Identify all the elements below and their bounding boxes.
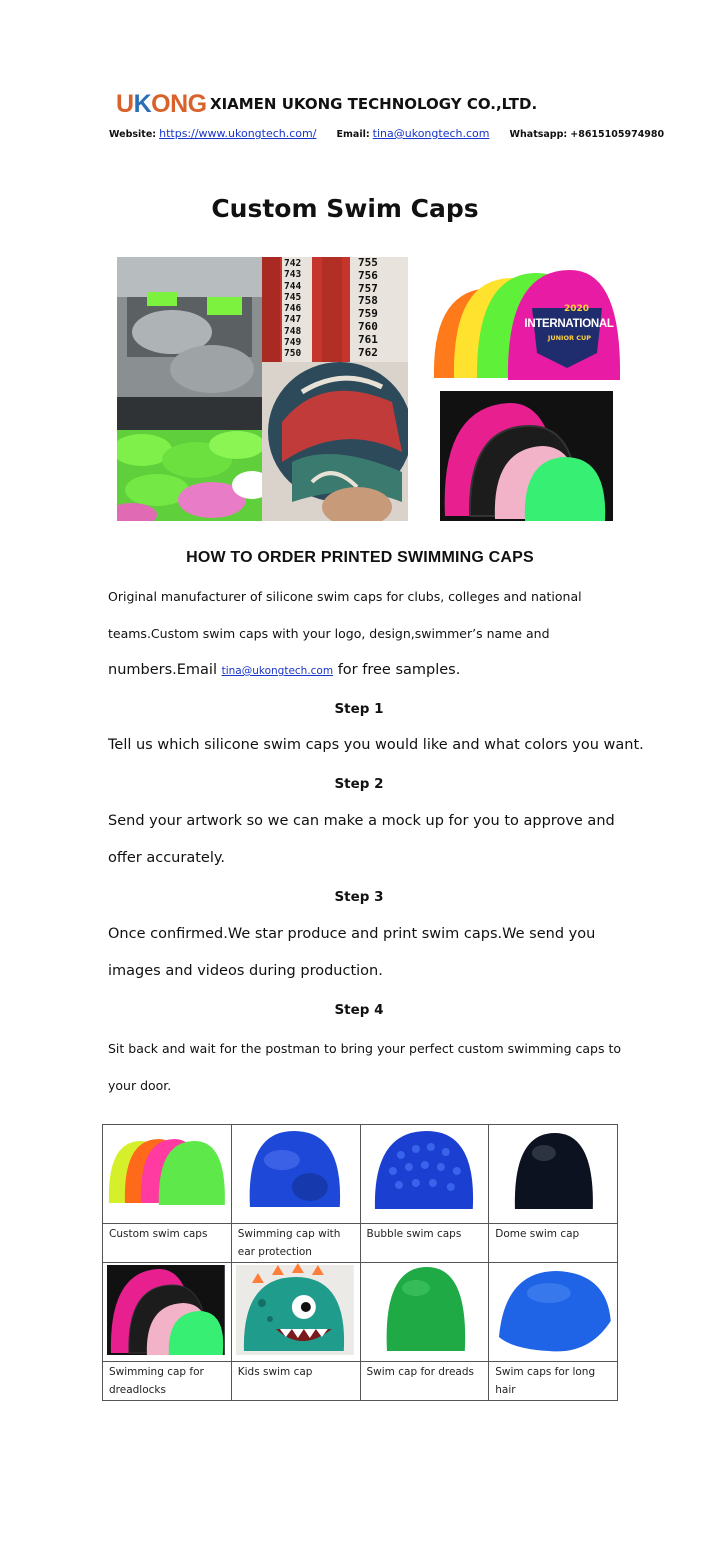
intro-line-2: teams.Custom swim caps with your logo, design,swimmer’s name and: [108, 626, 550, 641]
step-3-label: Step 3: [334, 889, 384, 905]
email-label: Email:: [336, 129, 370, 140]
intro-email-link[interactable]: tina@ukongtech.com: [221, 665, 334, 677]
step-4-text-1: Sit back and wait for the postman to bring your perfect custom swimming caps to: [108, 1041, 622, 1056]
product-image-custom: [103, 1125, 232, 1224]
dreadlock-caps-photo: [440, 391, 613, 521]
email-link[interactable]: tina@ukongtech.com: [372, 127, 490, 140]
product-name-dreadlocks: Swimming cap for dreadlocks: [103, 1362, 232, 1401]
product-image-kids: [231, 1263, 360, 1362]
number-column-right: 755 756 757 758 759 760 761 762: [358, 257, 378, 359]
table-row: [103, 1125, 618, 1224]
step-1-text: Tell us which silicone swim caps you would like and what colors you want.: [108, 737, 644, 753]
cap-print-main: INTERNATIONAL: [524, 318, 614, 330]
product-image-bubble: [360, 1125, 489, 1224]
step-1-label: Step 1: [334, 701, 384, 717]
how-to-order-heading: HOW TO ORDER PRINTED SWIMMING CAPS: [186, 549, 534, 566]
company-logo: UKONG: [116, 90, 207, 118]
green-caps-pile-photo: [117, 430, 262, 521]
product-name-bubble: Bubble swim caps: [360, 1224, 489, 1263]
product-image-dome: [489, 1125, 618, 1224]
step-4-label: Step 4: [334, 1002, 384, 1018]
website-link[interactable]: https://www.ukongtech.com/: [159, 127, 317, 140]
product-name-ear-protection: Swimming cap with ear protection: [231, 1224, 360, 1263]
product-name-kids: Kids swim cap: [231, 1362, 360, 1401]
step-3-text-1: Once confirmed.We star produce and print swim caps.We send you: [108, 926, 596, 942]
step-3-text-2: images and videos during production.: [108, 963, 383, 979]
products-table: [102, 1124, 618, 1401]
website-label: Website:: [109, 129, 157, 140]
custom-printed-caps-photo: [432, 268, 620, 380]
intro-line-3: numbers.Email tina@ukongtech.com for free samples.: [108, 662, 461, 678]
whatsapp-number: +8615105974980: [570, 129, 665, 140]
product-name-dome: Dome swim cap: [489, 1224, 618, 1263]
cap-print-year: 2020: [564, 304, 590, 314]
number-column-left: 742 743 744 745 746 747 748 749 750: [284, 258, 302, 360]
table-row: [103, 1362, 618, 1401]
printed-cap-head-photo: [262, 362, 408, 521]
table-row: [103, 1263, 618, 1362]
product-name-custom: Custom swim caps: [103, 1224, 232, 1263]
factory-machine-photo: [117, 257, 262, 430]
product-image-dreadlocks: [103, 1263, 232, 1362]
product-image-dreads: [360, 1263, 489, 1362]
product-name-long-hair: Swim caps for long hair: [489, 1362, 618, 1401]
product-image-long-hair: [489, 1263, 618, 1362]
step-2-text-2: offer accurately.: [108, 850, 225, 866]
intro-line-1: Original manufacturer of silicone swim caps for clubs, colleges and national: [108, 589, 582, 604]
step-4-text-2: your door.: [108, 1078, 172, 1093]
product-image-ear-protection: [231, 1125, 360, 1224]
whatsapp-label: Whatsapp:: [509, 129, 568, 140]
company-name: XIAMEN UKONG TECHNOLOGY CO.,LTD.: [210, 95, 538, 113]
table-row: [103, 1224, 618, 1263]
printed-numbers-photo: [262, 257, 408, 362]
contact-line: [109, 127, 664, 140]
product-name-dreads: Swim cap for dreads: [360, 1362, 489, 1401]
step-2-text-1: Send your artwork so we can make a mock up for you to approve and: [108, 813, 615, 829]
cap-print-sub: JUNIOR CUP: [547, 334, 592, 342]
step-2-label: Step 2: [334, 776, 384, 792]
page-title: Custom Swim Caps: [211, 194, 479, 223]
